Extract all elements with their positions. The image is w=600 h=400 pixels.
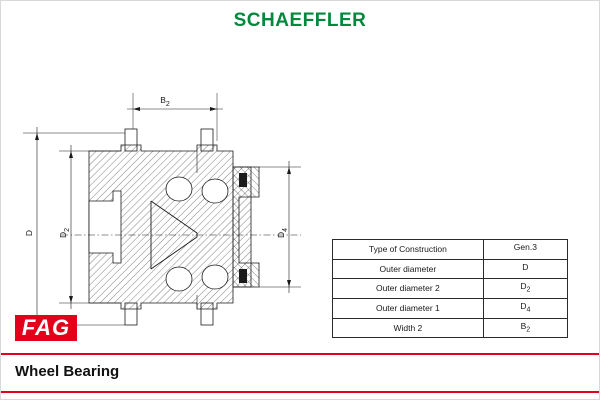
cross-section-svg: [1, 41, 331, 331]
spec-value: $D_2$: [483, 279, 567, 299]
footer-divider-top: [1, 353, 599, 355]
dim-label-d: D: [24, 229, 34, 237]
dim-d4: [259, 161, 301, 293]
table-row: [333, 299, 568, 319]
table-row: [333, 318, 568, 338]
spec-value: $B_2$: [483, 318, 567, 338]
dim-label-d2: $D_2$: [58, 227, 71, 239]
table-row: [333, 279, 568, 299]
dim-label-d4: $D_4$: [276, 227, 289, 239]
footer-divider-bottom: [1, 391, 599, 393]
table-row: [333, 240, 568, 260]
schaeffler-logo: SCHAEFFLER: [233, 10, 367, 31]
specification-table: [332, 239, 568, 338]
spec-label: Outer diameter 2: [333, 279, 484, 299]
table-row: [333, 259, 568, 279]
spec-value: D: [483, 259, 567, 279]
technical-drawing: [1, 41, 331, 331]
spec-value: $D_4$: [483, 299, 567, 319]
spec-label: Width 2: [333, 318, 484, 338]
brand-header: [1, 10, 599, 32]
spec-label: Outer diameter 1: [333, 299, 484, 319]
fag-logo: FAG: [15, 315, 77, 341]
dim-label-b2: $B_2$: [160, 95, 170, 108]
spec-label: Type of Construction: [333, 240, 484, 260]
spec-value: Gen.3: [483, 240, 567, 260]
spec-label: Outer diameter: [333, 259, 484, 279]
product-title: Wheel Bearing: [15, 363, 120, 380]
